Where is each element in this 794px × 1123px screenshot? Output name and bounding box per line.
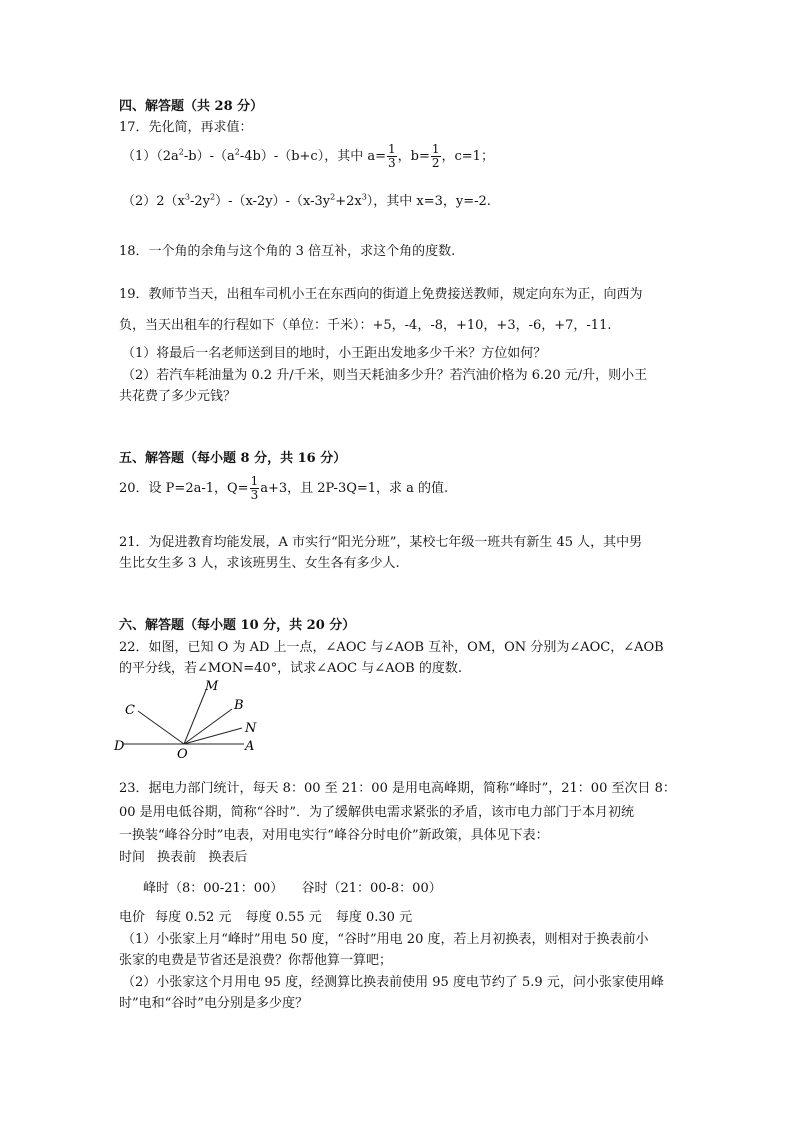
question-17-stem: 17．先化简，再求值： — [119, 120, 253, 135]
q17p2-exp-4: 3 — [361, 192, 367, 202]
question-19-part-2-line-2: 共花费了多少元钱？ — [119, 389, 237, 404]
ray-on — [184, 728, 242, 744]
fraction-one-third — [250, 475, 260, 502]
question-17-part-2 — [122, 194, 491, 210]
question-17-part-1 — [122, 142, 494, 172]
q17p2-text-2: ）-（x-2y）-（x-3y — [215, 194, 331, 209]
table-period-row — [143, 881, 442, 897]
fraction-one-third — [387, 143, 397, 170]
label-b: B — [234, 698, 244, 713]
table-valley-period: 谷时（21：00-8：00） — [301, 881, 442, 896]
table-price-row — [119, 910, 412, 926]
q17p2-exp-3: 2 — [330, 192, 336, 202]
q17p2-text-4: ），其中 x=3，y=-2. — [366, 194, 491, 209]
table-header-time: 时间 — [119, 850, 146, 865]
q17p1-exp-2: 2 — [234, 147, 240, 157]
q17p1-text-2: -4b）-（b+c），其中 a= — [239, 149, 386, 164]
q17p1-exp-1: 2 — [178, 147, 184, 157]
table-header-after: 换表后 — [208, 850, 248, 865]
question-19-part-2-line-1: （2）若汽车耗油量为 0.2 升/千米，则当天耗油多少升？若汽油价格为 6.20 元/升，则小王 — [122, 368, 648, 383]
q20-tail: a+3，且 2P-3Q=1，求 a 的值. — [260, 481, 449, 496]
question-21-line-1: 21．为促进教育均能发展，A 市实行“阳光分班”，某校七年级一班共有新生 45 人，其中男 — [119, 535, 643, 550]
table-peak-period: 峰时（8：00-21：00） — [143, 881, 284, 896]
ray-oc — [138, 711, 184, 744]
question-23-part-1-line-2: 张家的电费是节省还是浪费？你帮他算一算吧； — [119, 953, 393, 968]
q17p1-text-3: ，b= — [397, 149, 430, 164]
question-19-line-2: 负，当天出租车的行程如下（单位：千米）：+5，-4，-8，+10，+3，-6，+7，-11. — [119, 318, 612, 333]
q17p2-lead: （2）2（x — [122, 194, 185, 209]
fraction-numerator: 1 — [431, 142, 440, 156]
question-19-part-1: （1）将最后一名老师送到目的地时，小王距出发地多少千米？方位如何？ — [122, 346, 547, 361]
fraction-one-half — [431, 143, 441, 170]
q17p1-lead: （1）（2a — [122, 149, 179, 164]
question-22-line-2: 的平分线，若∠MON=40°，试求∠AOC 与∠AOB 的度数. — [119, 661, 462, 676]
fraction-numerator: 1 — [250, 474, 259, 488]
q17p2-exp-1: 3 — [184, 192, 190, 202]
question-23-part-2-line-2: 时”电和“谷时”电分别是多少度？ — [119, 996, 308, 1011]
label-d: D — [114, 739, 125, 754]
label-c: C — [125, 703, 135, 718]
q17p1-text-4: ，c=1； — [441, 149, 494, 164]
section-6-heading: 六、解答题（每小题 10 分，共 20 分） — [119, 618, 356, 633]
q17p1-text-1: -b）-（a — [183, 149, 235, 164]
question-23-part-1-line-1: （1）小张家上月“峰时”用电 50 度，“谷时”用电 20 度，若上月初换表，则相对于换表前小 — [122, 932, 649, 947]
label-m: M — [205, 679, 219, 694]
table-header-row — [119, 850, 247, 866]
question-21-line-2: 生比女生多 3 人，求该班男生、女生各有多少人. — [119, 556, 400, 571]
q17p2-text-3: +2x — [335, 194, 362, 209]
question-23-part-2-line-1: （2）小张家这个月用电 95 度，经测算比换表前使用 95 度电节约了 5.9 元，问小张家使用峰 — [122, 975, 664, 990]
table-price-peak: 每度 0.55 元 — [245, 910, 322, 925]
table-header-before: 换表前 — [157, 850, 197, 865]
fraction-denominator: 3 — [388, 156, 396, 170]
label-a: A — [245, 739, 255, 754]
question-22-line-1: 22．如图，已知 O 为 AD 上一点，∠AOC 与∠AOB 互补，OM，ON 分别为∠AOC，∠AOB — [119, 640, 664, 655]
table-price-valley: 每度 0.30 元 — [335, 910, 413, 925]
question-23-line-1: 23．据电力部门统计，每天 8：00 至 21：00 是用电高峰期，简称“峰时”，21：00 至次日 8： — [119, 781, 676, 796]
section-4-heading: 四、解答题（共 28 分） — [119, 99, 264, 114]
question-18: 18．一个角的余角与这个角的 3 倍互补，求这个角的度数. — [119, 244, 456, 259]
question-19-line-1: 19．教师节当天，出租车司机小王在东西向的街道上免费接送教师，规定向东为正，向西为 — [119, 287, 643, 302]
question-23-line-3: 一换装“峰谷分时”电表，对用电实行“峰谷分时电价”新政策，具体见下表： — [119, 828, 549, 843]
section-5-heading: 五、解答题（每小题 8 分，共 16 分） — [119, 451, 347, 466]
angle-diagram — [110, 676, 280, 762]
q17p2-text-1: -2y — [189, 194, 210, 209]
fraction-numerator: 1 — [388, 142, 396, 156]
label-o: O — [177, 747, 188, 762]
q20-lead: 20．设 P=2a-1，Q= — [119, 481, 249, 496]
fraction-denominator: 3 — [250, 488, 259, 502]
table-price-label: 电价 — [119, 910, 146, 925]
fraction-denominator: 2 — [431, 156, 440, 170]
question-20 — [119, 474, 448, 504]
q17p2-exp-2: 2 — [209, 192, 216, 202]
question-23-line-2: 00 是用电低谷期，简称“谷时”．为了缓解供电需求紧张的矛盾，该市电力部门于本月初统 — [119, 805, 634, 820]
table-price-before: 每度 0.52 元 — [155, 910, 232, 925]
label-n: N — [245, 721, 257, 736]
